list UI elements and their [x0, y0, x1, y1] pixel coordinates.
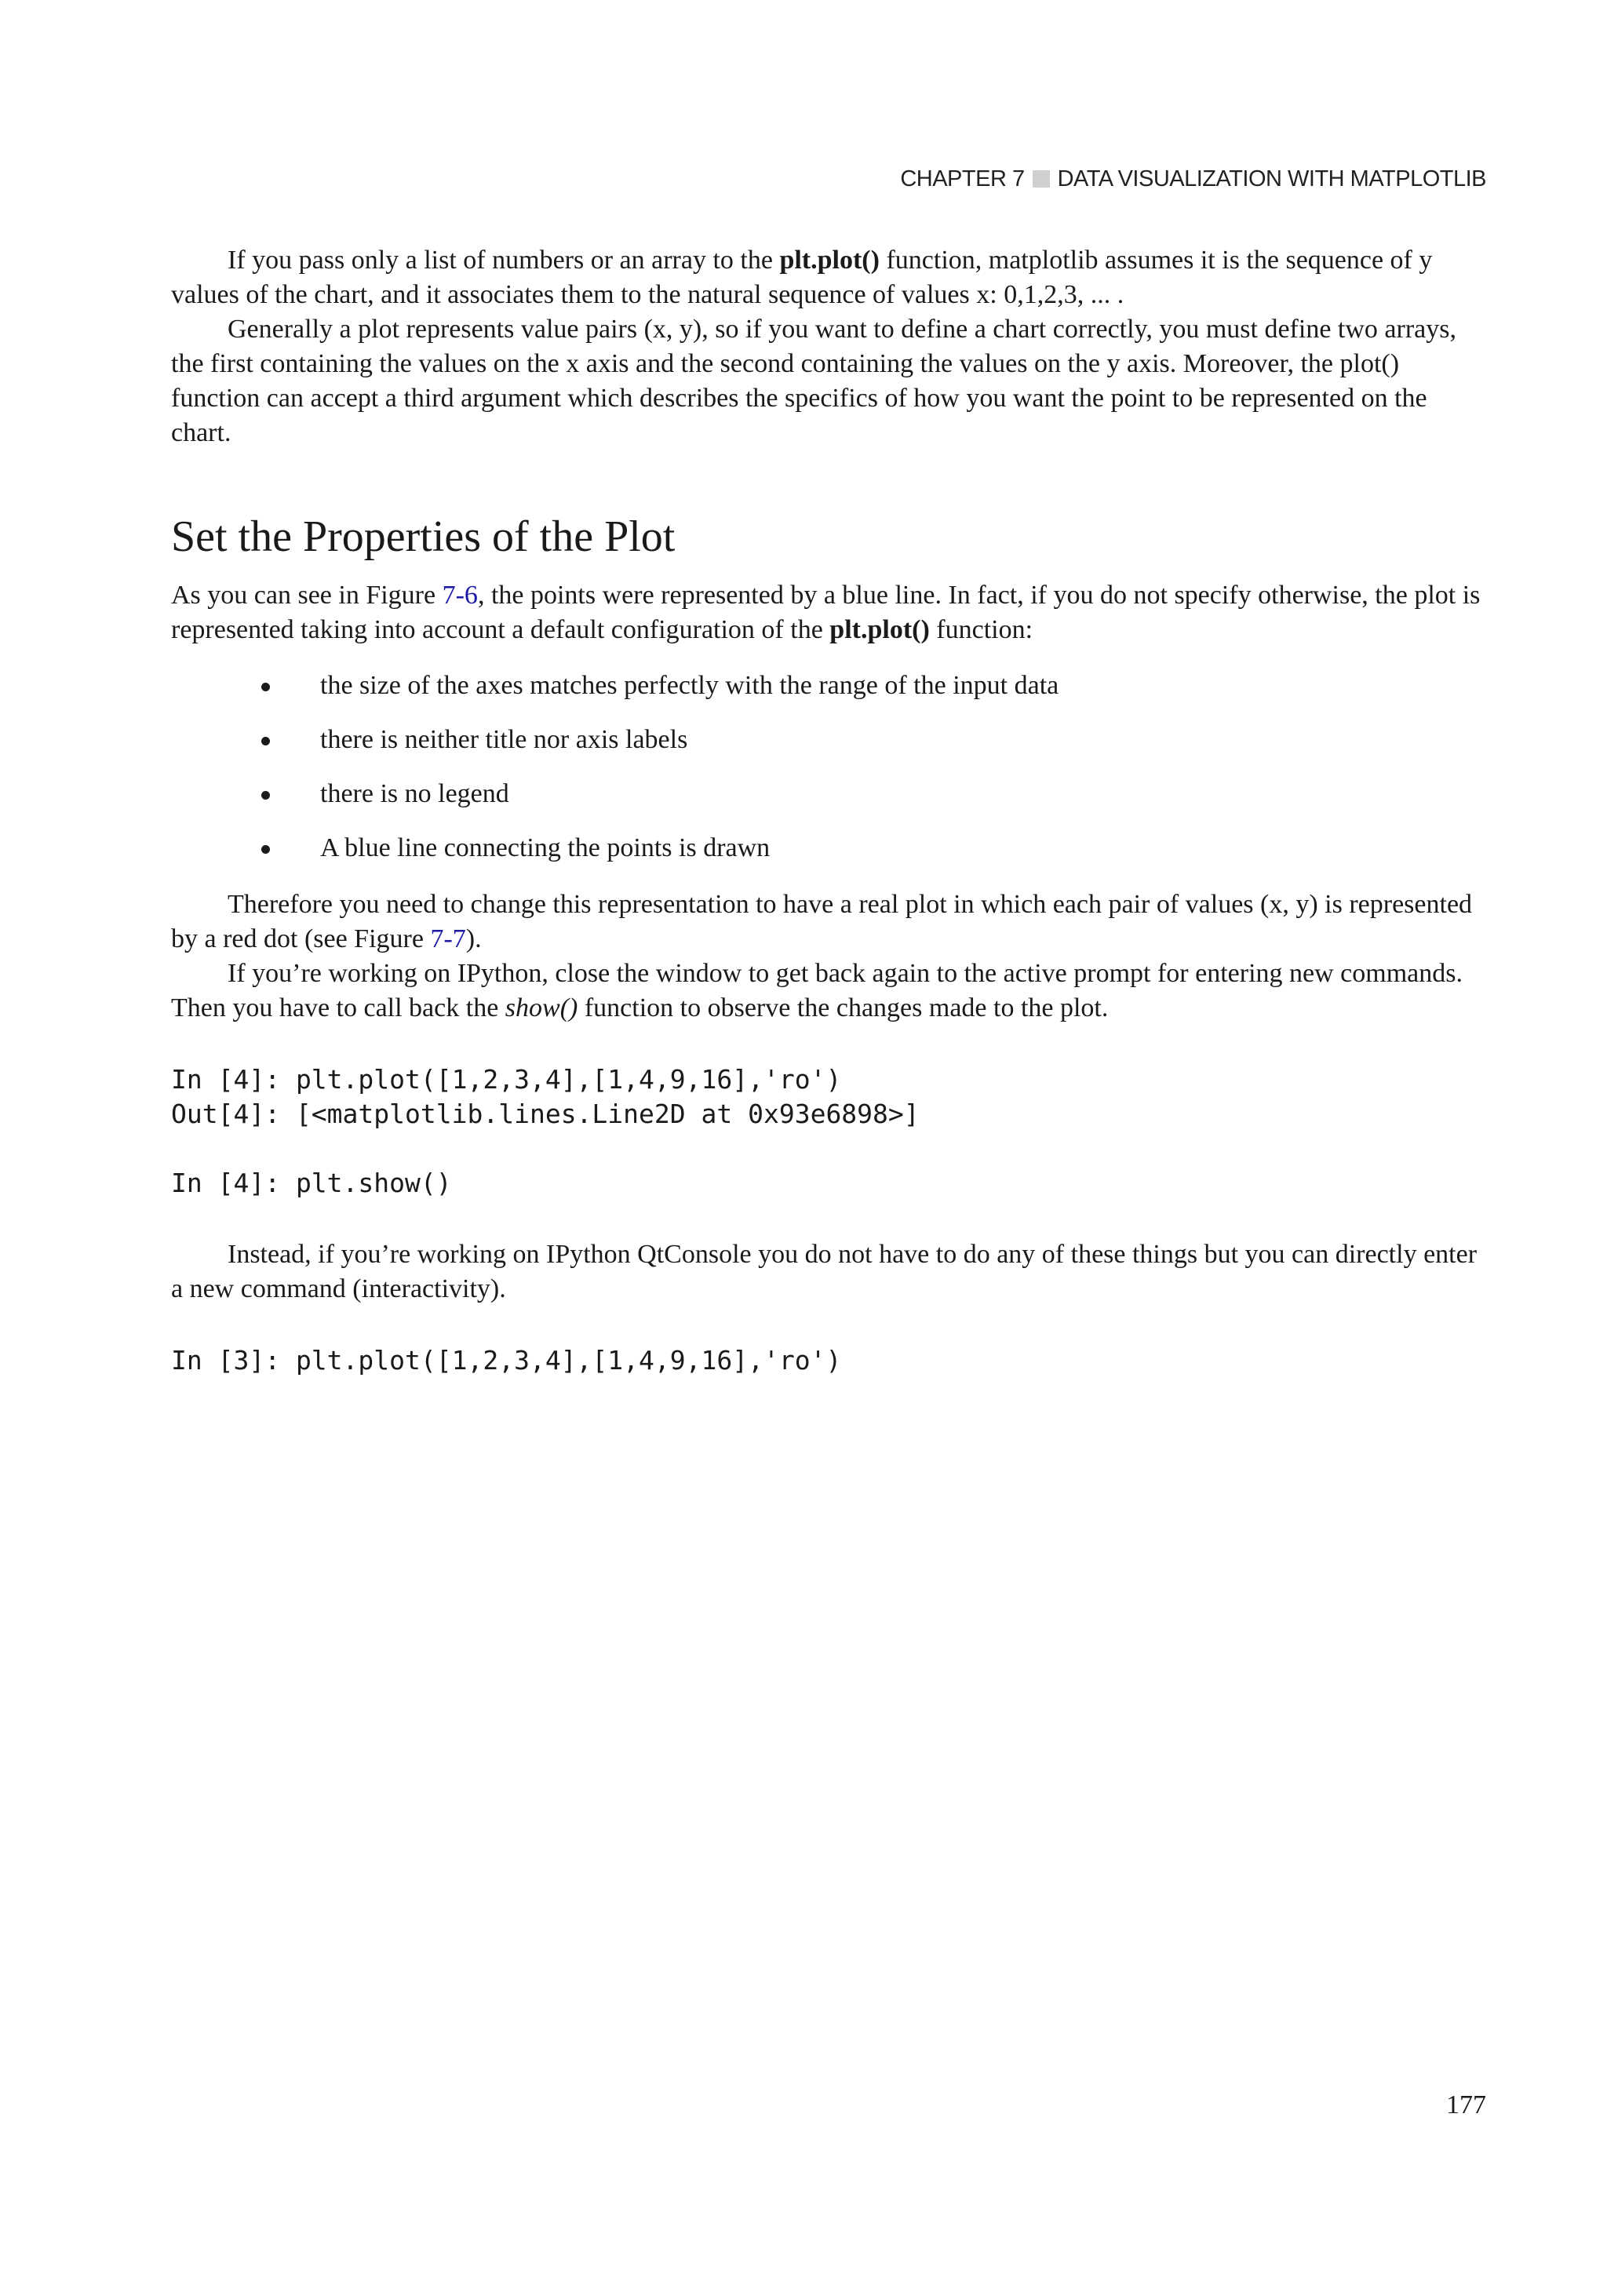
- list-item-text: there is neither title nor axis labels: [320, 725, 688, 754]
- list-item-text: the size of the axes matches perfectly with the range of the input data: [320, 671, 1059, 700]
- intro-paragraph-1: [171, 243, 1486, 312]
- list-item: [171, 669, 1486, 723]
- code-block-1: [171, 1062, 920, 1132]
- code-line: In [4]: plt.show(): [171, 1168, 452, 1198]
- intro-paragraph-2: Generally a plot represents value pairs (x, y), so if you want to define a chart correctly, you must define two arrays, the first containing the values on the x axis and the second containing the values on the y axis. Moreover, the plot() function can accept a third argument which describes the specifics of how you want the point to be represented on the chart.: [171, 315, 1456, 447]
- text-run: function, matplotlib assumes it is the sequence of y values of the chart, and it associates them to the natural sequence of values x: 0,1,2,3, ... .: [171, 246, 1433, 309]
- text-run: If you pass only a list of numbers or an array to the: [228, 246, 780, 275]
- section-paragraph-2: [171, 887, 1486, 957]
- book-page: [171, 0, 1486, 2296]
- code-term-italic: show(): [505, 993, 578, 1022]
- chapter-label: CHAPTER 7: [900, 166, 1025, 191]
- list-item-text: there is no legend: [320, 779, 509, 808]
- intro-paragraphs: [171, 243, 1486, 450]
- header-separator-square: [1033, 170, 1050, 188]
- figure-link-7-6[interactable]: 7-6: [442, 581, 478, 610]
- section-heading: Set the Properties of the Plot: [171, 512, 676, 561]
- section-intro: [171, 578, 1486, 647]
- section-body-2: [171, 1237, 1486, 1307]
- code-term-bold: plt.plot(): [829, 615, 930, 644]
- figure-link-7-7[interactable]: 7-7: [430, 924, 466, 953]
- bullet-icon: [261, 791, 270, 800]
- code-line: In [4]: plt.plot([1,2,3,4],[1,4,9,16],'ro'): [171, 1064, 842, 1095]
- text-run: If you’re working on IPython, close the window to get back again to the active prompt for entering new commands. Then you have to call back the: [171, 959, 1463, 1022]
- code-term-bold: plt.plot(): [779, 246, 880, 275]
- section-paragraph-3: [171, 957, 1486, 1026]
- text-run: , the points were represented by a blue line. In fact, if you do not specify otherwise, the plot is represented taking into account a default configuration of the: [171, 581, 1481, 644]
- bullet-icon: [261, 683, 270, 691]
- text-run: As you can see in Figure: [171, 581, 443, 610]
- page-number: 177: [1446, 2090, 1486, 2119]
- list-item: [171, 723, 1486, 777]
- list-item-text: A blue line connecting the points is drawn: [320, 833, 771, 862]
- section-paragraph-4: Instead, if you’re working on IPython QtConsole you do not have to do any of these things but you can directly enter a new command (interactivity).: [171, 1240, 1478, 1303]
- text-run: Therefore you need to change this representation to have a real plot in which each pair of values (x, y) is represented by a red dot (see Figure: [171, 890, 1473, 953]
- code-block-3: [171, 1343, 841, 1378]
- section-paragraph-1: [171, 578, 1486, 647]
- code-line: In [3]: plt.plot([1,2,3,4],[1,4,9,16],'ro'): [171, 1345, 842, 1376]
- bullet-icon: [261, 845, 270, 854]
- text-run: function to observe the changes made to the plot.: [578, 993, 1109, 1022]
- code-line: Out[4]: [<matplotlib.lines.Line2D at 0x93e6898>]: [171, 1099, 920, 1129]
- text-run: ).: [465, 924, 482, 953]
- section-body: [171, 887, 1486, 1026]
- code-block-2: [171, 1166, 452, 1201]
- bullet-list: [171, 669, 1486, 885]
- list-item: [171, 831, 1486, 885]
- chapter-title: DATA VISUALIZATION WITH MATPLOTLIB: [1057, 166, 1486, 191]
- bullet-icon: [261, 737, 270, 745]
- text-run: function:: [929, 615, 1033, 644]
- list-item: [171, 777, 1486, 831]
- running-header: [900, 166, 1486, 192]
